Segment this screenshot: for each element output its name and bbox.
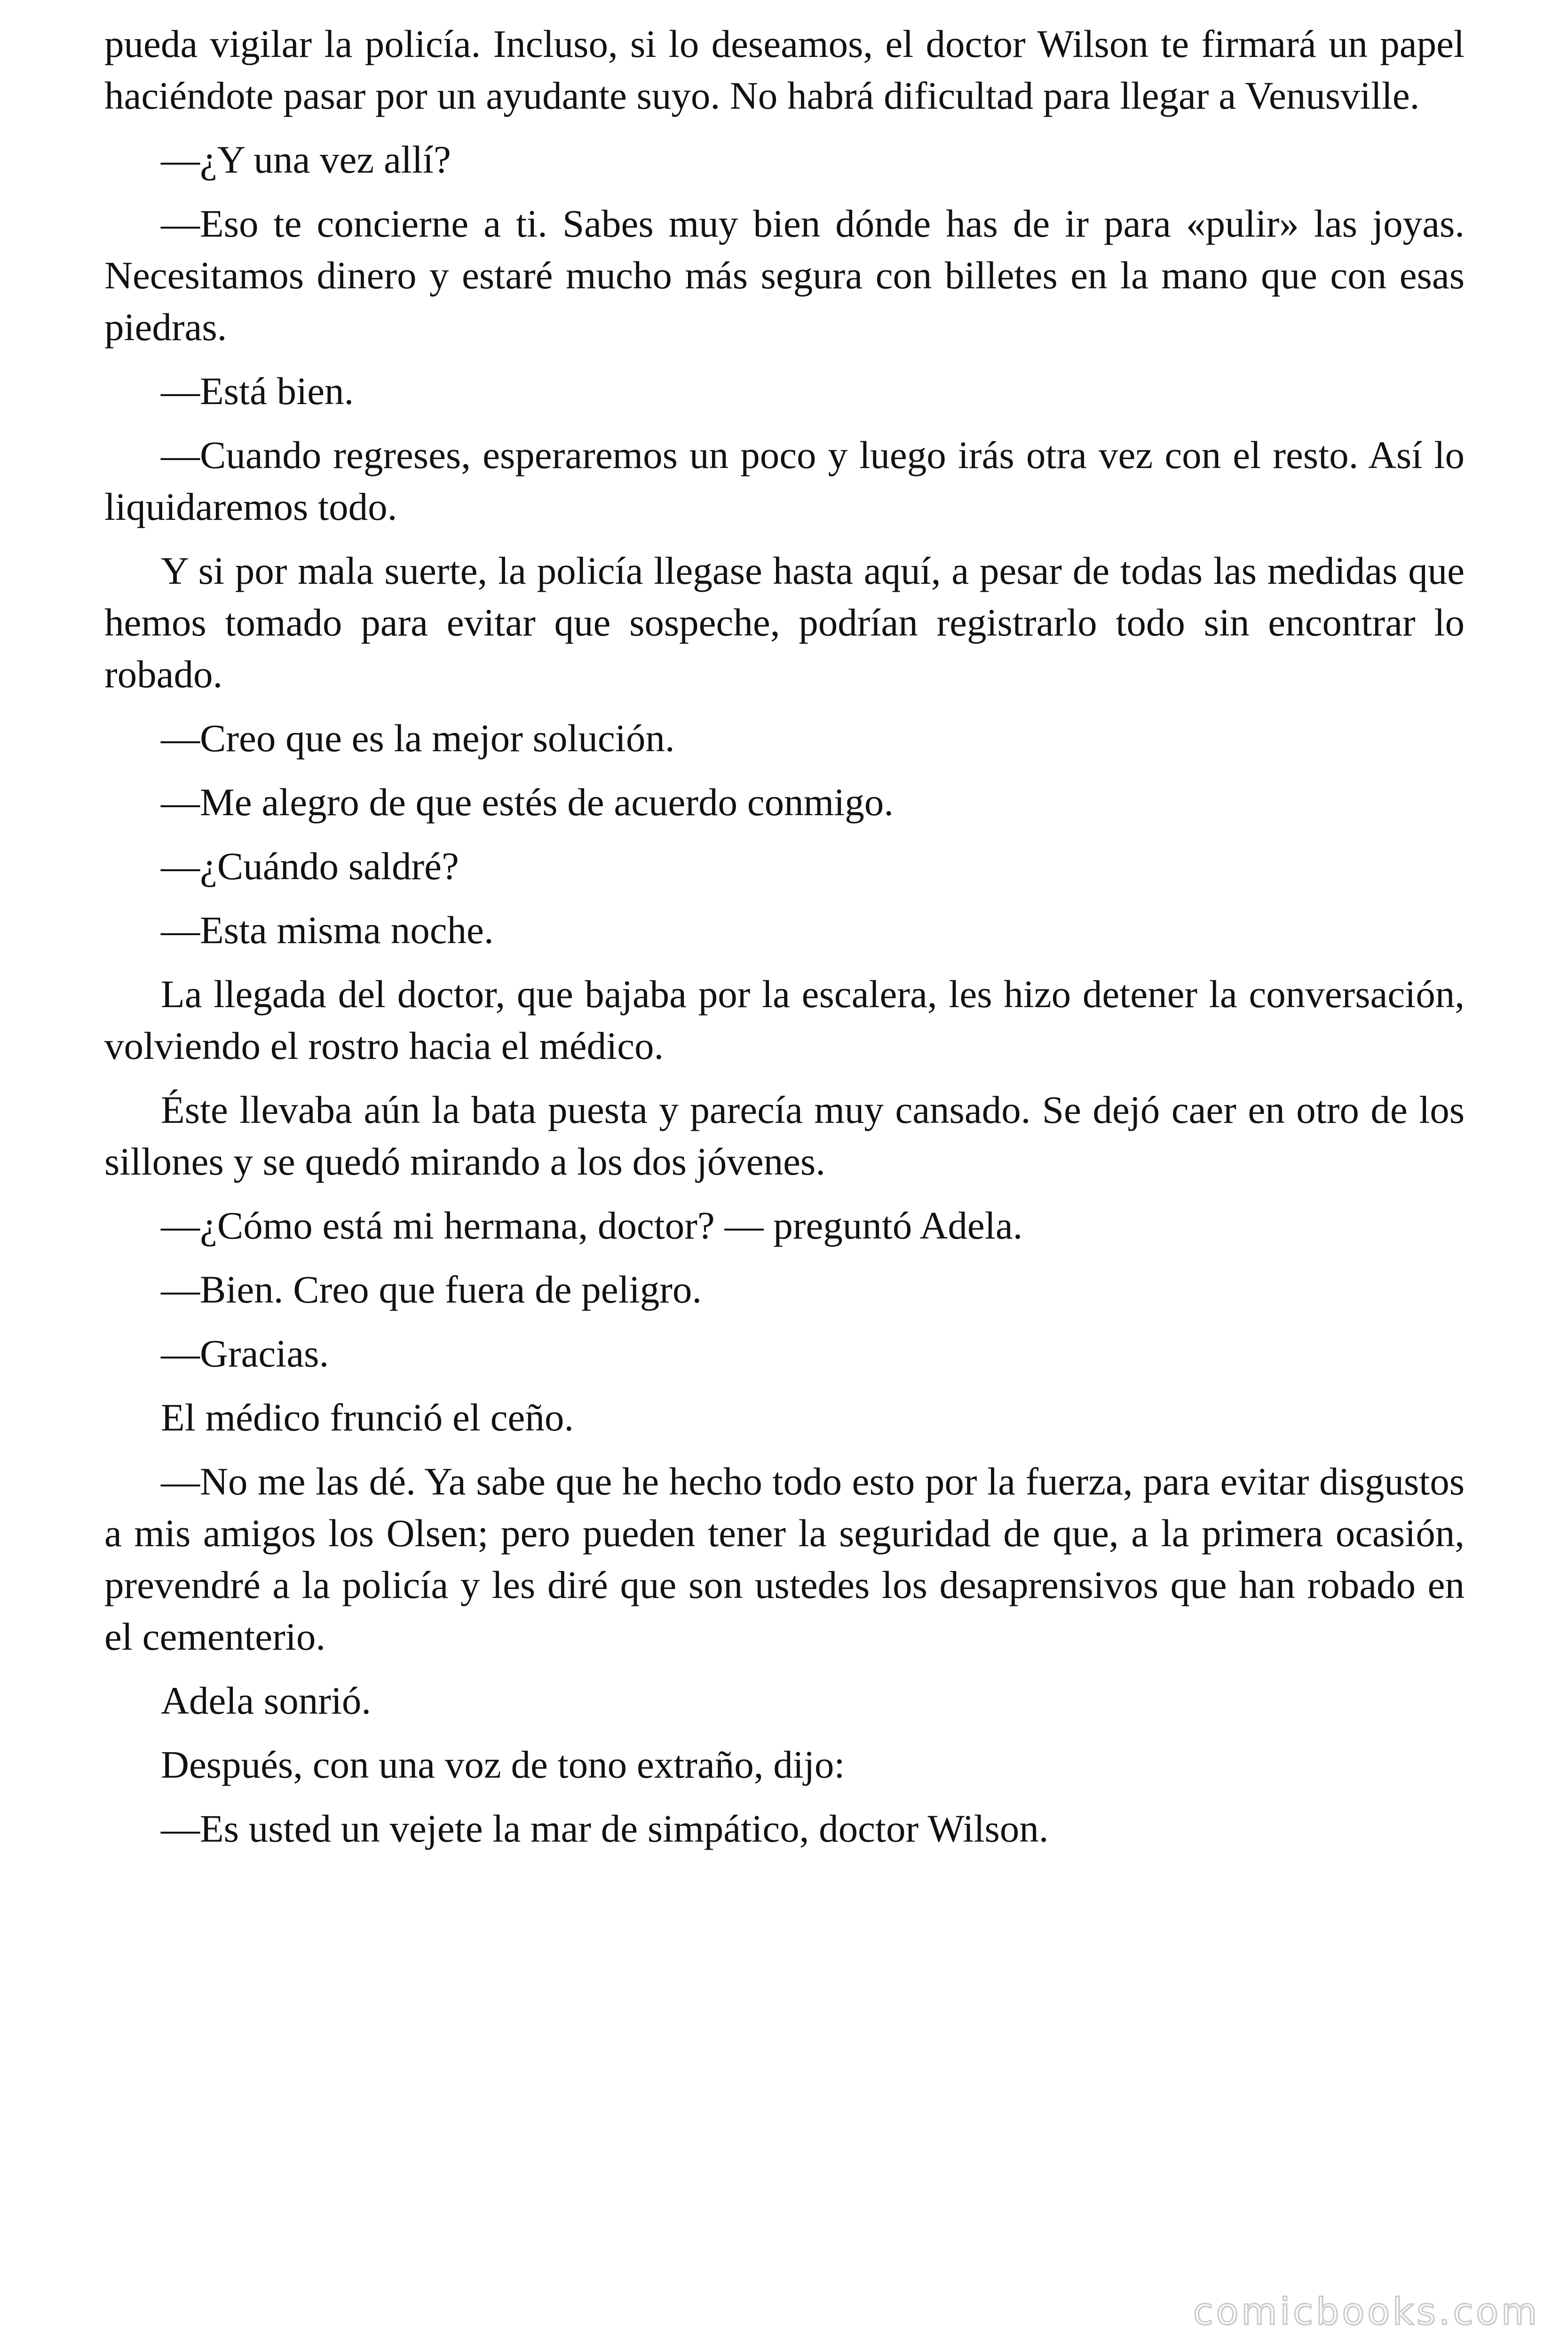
paragraph-20: —Es usted un vejete la mar de simpático, doctor Wilson. [161, 1807, 1049, 1850]
paragraph-1: pueda vigilar la policía. Incluso, si lo deseamos, el doctor Wilson te firmará un papel haciéndote pasar por un ayudante suyo. No habrá dificultad para llegar a Venusville. [104, 22, 1465, 117]
paragraph-14: —Bien. Creo que fuera de peligro. [161, 1268, 702, 1311]
watermark: comicbooks.com [1193, 2291, 1540, 2333]
paragraph-9: —¿Cuándo saldré? [161, 844, 459, 888]
paragraph-13: —¿Cómo está mi hermana, doctor? — preguntó Adela. [161, 1204, 1023, 1247]
paragraph-17: —No me las dé. Ya sabe que he hecho todo esto por la fuerza, para evitar disgustos a mis amigos los Olsen; pero pueden tener la seguridad de que, a la primera ocasión, prevendré a la policía y les diré que son ustedes los desaprensivos que han robado en el cementerio. [104, 1460, 1465, 1658]
paragraph-2: —¿Y una vez allí? [161, 138, 451, 181]
paragraph-8: —Me alegro de que estés de acuerdo conmigo. [161, 780, 894, 824]
paragraph-19: Después, con una voz de tono extraño, dijo: [161, 1743, 845, 1786]
paragraph-6: Y si por mala suerte, la policía llegase hasta aquí, a pesar de todas las medidas que hemos tomado para evitar que sospeche, podrían registrarlo todo sin encontrar lo robado. [104, 549, 1465, 696]
paragraph-11: La llegada del doctor, que bajaba por la escalera, les hizo detener la conversación, volviendo el rostro hacia el médico. [104, 972, 1465, 1067]
paragraph-5: —Cuando regreses, esperaremos un poco y luego irás otra vez con el resto. Así lo liquidaremos todo. [104, 433, 1465, 528]
paragraph-10: —Esta misma noche. [161, 908, 494, 952]
paragraph-4: —Está bien. [161, 369, 354, 413]
paragraph-3: —Eso te concierne a ti. Sabes muy bien dónde has de ir para «pulir» las joyas. Necesitamos dinero y estaré mucho más segura con billetes en la mano que con esas piedras. [104, 202, 1465, 349]
book-page [104, 18, 1465, 1867]
paragraph-12: Éste llevaba aún la bata puesta y parecía muy cansado. Se dejó caer en otro de los sillones y se quedó mirando a los dos jóvenes. [104, 1088, 1465, 1183]
paragraph-15: —Gracias. [161, 1332, 329, 1375]
paragraph-16: El médico frunció el ceño. [161, 1396, 574, 1439]
paragraph-18: Adela sonrió. [161, 1679, 372, 1722]
paragraph-7: —Creo que es la mejor solución. [161, 716, 675, 760]
